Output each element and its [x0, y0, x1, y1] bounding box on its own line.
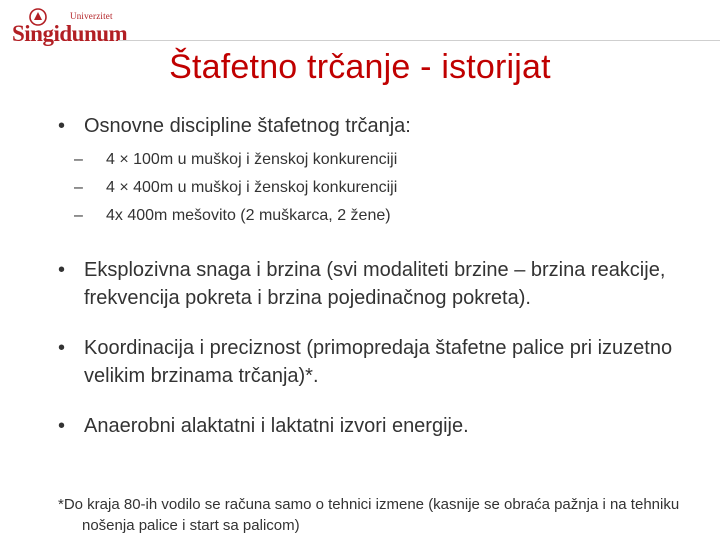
bullet-energy	[58, 412, 698, 440]
footnote: *Do kraja 80-ih vodilo se računa samo o tehnici izmene (kasnije se obraća pažnja i na tehniku nošenja palice i start sa palicom)	[58, 496, 680, 534]
bullet-coordination	[58, 334, 698, 390]
logo-name-text: Singidunum	[12, 21, 128, 46]
header-divider	[118, 40, 720, 41]
university-logo	[12, 8, 128, 48]
disciplines-list	[58, 146, 698, 230]
logo-university-text: Univerzitet	[70, 11, 113, 21]
bullet-speed	[58, 256, 698, 312]
sub-item-4x400: – 4 × 400m u muškoj i ženskoj konkurenciji	[74, 174, 698, 202]
sub-item-mixed: – 4x 400m mešovito (2 muškarca, 2 žene)	[74, 202, 698, 230]
bullet-text: Eksplozivna snaga i brzina (svi modaliteti brzine – brzina reakcije, frekvencija pokreta i brzina pojedinačnog pokreta).	[84, 259, 666, 309]
bullet-disciplines	[58, 112, 698, 140]
slide-title: Štafetno trčanje - istorijat	[169, 48, 551, 86]
bullet-text: Koordinacija i preciznost (primopredaja štafetne palice pri izuzetno velikim brzinama trčanja)*.	[84, 337, 673, 387]
bullet-text: Anaerobni alaktatni i laktatni izvori energije.	[84, 415, 469, 437]
bullet-text: Osnovne discipline štafetnog trčanja:	[84, 115, 411, 137]
slide-content	[58, 112, 698, 440]
sub-item-4x100: – 4 × 100m u muškoj i ženskoj konkurenciji	[74, 146, 698, 174]
